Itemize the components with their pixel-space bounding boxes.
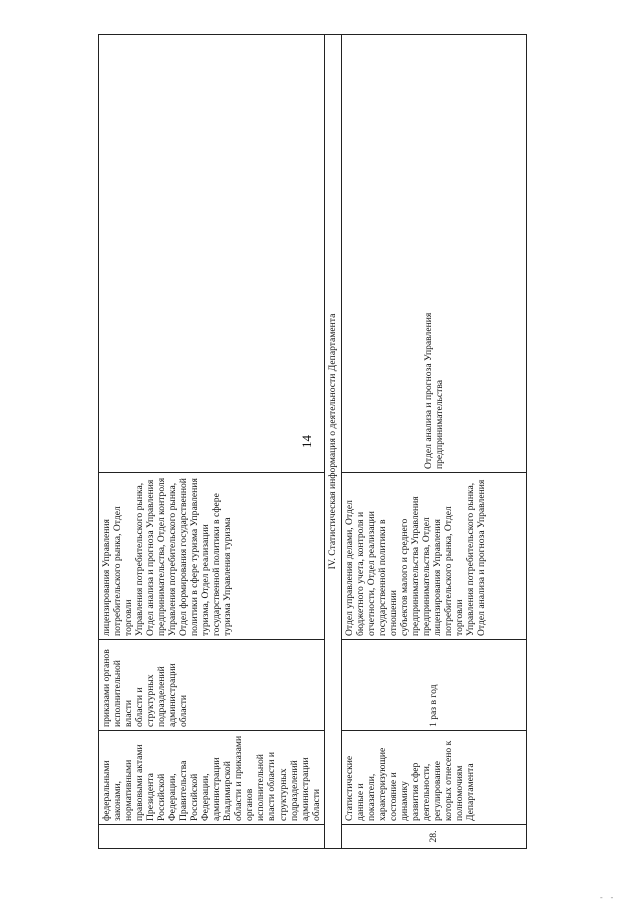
rotated-table-sheet xyxy=(98,35,530,849)
stray-marks: - - xyxy=(600,893,617,902)
cell-period-continuation: приказами органов исполнительной власти области и структурных подразделений администрации области xyxy=(99,640,325,731)
cell-number-empty xyxy=(99,825,325,849)
cell-name-continuation: федеральными законами, нормативными правовыми актами Президента Российской Федерации, Правительства Российской Федерации, администрации Владимирской области и приказами органов исполнительной власти области и структурных подразделений администрации области xyxy=(99,731,325,825)
cell-item-period: 1 раз в год xyxy=(341,640,526,731)
table-row-continuation xyxy=(99,35,325,849)
cell-empty-continuation xyxy=(99,35,325,473)
page-number: 14 xyxy=(299,435,314,448)
cell-responsible-continuation: лицензирования Управления потребительского рынка, Отдел торговли Управления потребительского рынка, Отдел анализа и прогноза Управления предпринимательства, Отдел контроля Управления потребительского рынка, Отдел формирования государственной политики в сфере туризма Управления туризма, Отдел реализации государственной политики в сфере туризма Управления туризма xyxy=(99,473,325,640)
section-title: IV. Статистическая информация о деятельности Департамента xyxy=(324,35,341,849)
cell-item-responsible: Отдел управления делами, Отдел бюджетного учета, контроля и отчетности, Отдел реализации государственной политики в отношении субъектов малого и среднего предпринимательства Управления предпринимательства, Отдел лицензирования Управления потребительского рынка, Отдел торговли Управления потребительского рынка, Отдел анализа и прогноза Управления xyxy=(341,473,526,640)
table-row-item-28 xyxy=(341,35,526,849)
cell-item-number: 28. xyxy=(341,825,526,849)
cell-item-extra: Отдел анализа и прогноза Управления предпринимательства xyxy=(341,35,526,473)
table-row-section-heading xyxy=(324,35,341,849)
cell-item-name: Статистические данные и показатели, характеризующие состояние и динамику развития сфер деятельности, регулирование которых отнесено к полномочиям Департамента xyxy=(341,731,526,825)
information-table xyxy=(98,34,527,849)
